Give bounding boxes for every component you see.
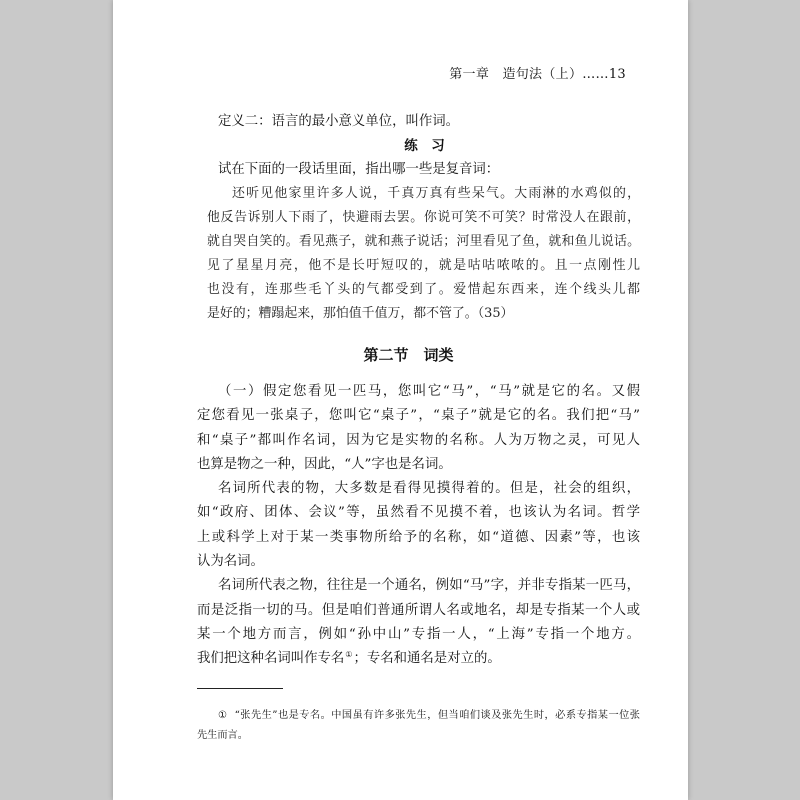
footnote-marker: ① [218, 709, 228, 721]
footnote [197, 706, 640, 746]
running-head: 第一章 造句法（上）……13 [449, 67, 626, 82]
footnote-text: “张先生”也是专名。中国虽有许多张先生，但当咱们谈及张先生时，必系专指某一位张 [234, 709, 640, 721]
paragraph-2 [197, 477, 640, 574]
paragraph-line: 定您看见一张桌子，您叫它“桌子”，“桌子”就是它的名。我们把“马” [197, 408, 640, 424]
passage-line: 是好的；糟蹋起来，那怕值千值万，都不管了。（35） [207, 306, 514, 321]
paragraph-3 [197, 574, 640, 671]
passage-line: 就自哭自笑的。看见燕子，就和燕子说话；河里看见了鱼，就和鱼儿说话。 [207, 234, 640, 249]
section-body [197, 380, 640, 672]
paragraph-line: 名词所代表的物，大多数是看得见摸得着的。但是，社会的组织， [218, 481, 640, 497]
book-page [113, 0, 688, 800]
exercise-passage [197, 182, 640, 326]
passage-line: 也没有，连那些毛丫头的气都受到了。爱惜起东西来，连个线头儿都 [207, 282, 640, 297]
page-body [197, 110, 640, 746]
paragraph-line: 认为名词。 [197, 554, 264, 570]
footnote-line: 先生而言。 [197, 729, 248, 741]
exercise-instruction: 试在下面的一段话里面，指出哪一些是复音词： [218, 162, 500, 177]
paragraph-line: 上或科学上对于某一类事物所给予的名称，如“道德、因素”等，也该 [197, 529, 640, 545]
paragraph-line: 名词所代表之物，往往是一个通名，例如“马”字，并非专指某一匹马， [218, 578, 640, 594]
definition-line: 定义二：语言的最小意义单位，叫作词。 [218, 114, 460, 129]
passage-line: 见了星星月亮，他不是长吁短叹的，就是咕咕哝哝的。且一点刚性儿 [207, 258, 640, 273]
paragraph-line: 而是泛指一切的马。但是咱们普通所谓人名或地名，却是专指某一个人或 [197, 602, 640, 618]
text-run: 我们把这种名词叫作专名 [197, 651, 345, 667]
footnote-line [197, 706, 640, 726]
exercise-heading: 练 习 [404, 138, 445, 154]
paragraph-line: 某一个地方而言，例如“孙中山”专指一人，“上海”专指一个地方。 [197, 626, 640, 642]
paragraph-line: 如“政府、团体、会议”等，虽然看不见摸不着，也该认为名词。哲学 [197, 505, 640, 521]
paragraph-line: 也算是物之一种，因此，“人”字也是名词。 [197, 456, 452, 472]
footnote-reference: ① [345, 650, 353, 660]
footnote-rule [197, 688, 283, 689]
paragraph-line [197, 647, 640, 671]
paragraph-line: （一）假定您看见一匹马，您叫它“马”，“马”就是它的名。又假 [218, 384, 640, 399]
paragraph-line: 和“桌子”都叫作名词，因为它是实物的名称。人为万物之灵，可见人 [197, 432, 640, 448]
section-heading: 第二节 词类 [363, 346, 454, 364]
text-run: ；专名和通名是对立的。 [353, 651, 501, 667]
passage-line: 还听见他家里许多人说，千真万真有些呆气。大雨淋的水鸡似的， [232, 186, 640, 201]
paragraph-1 [197, 380, 640, 477]
passage-line: 他反告诉别人下雨了，快避雨去罢。你说可笑不可笑？时常没人在跟前， [207, 210, 640, 225]
